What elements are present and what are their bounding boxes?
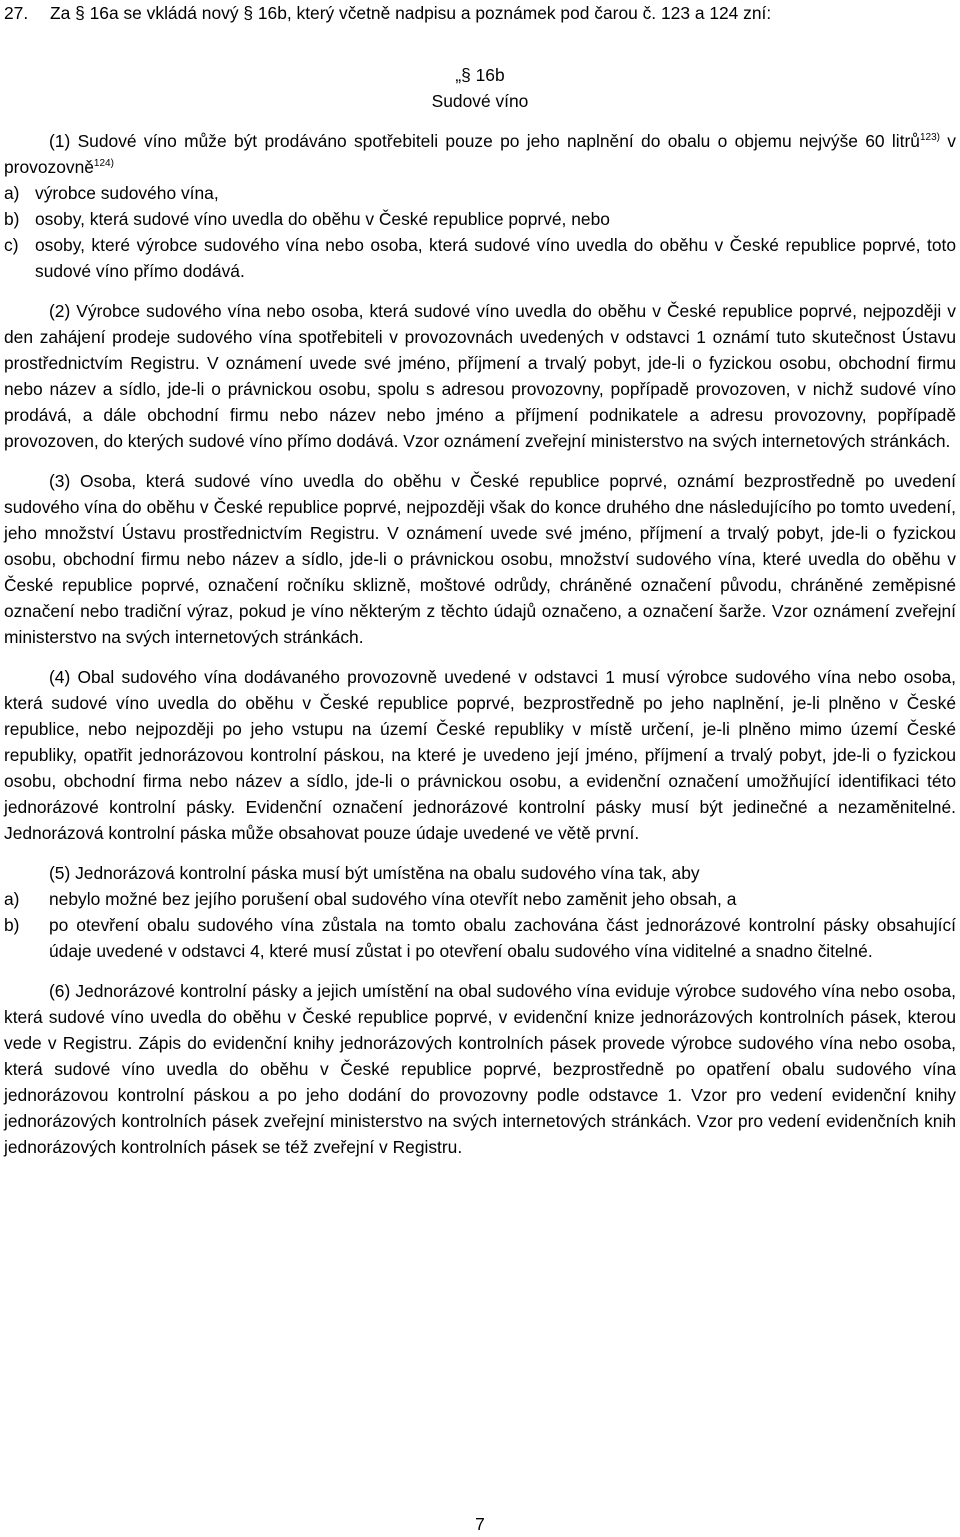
paragraph-2: (2) Výrobce sudového vína nebo osoba, která sudové víno uvedla do oběhu v České republice poprvé, nejpozději v den zahájení prodeje sudového vína spotřebiteli v provozovnách uvedených v odstavci 1 oznámí tuto skutečnost Ústavu prostřednictvím Registru. V oznámení uvede své jméno, příjmení a trvalý pobyt, jde-li o fyzickou osobu, obchodní firmu nebo název a sídlo, jde-li o právnickou osobu, spolu s adresou provozovny, popřípadě provozoven, v nichž sudové víno prodává, a dále obchodní firmu nebo název nebo jméno a příjmení podnikatele a adresu provozovny, popřípadě provozoven, do kterých sudové víno přímo dodává. Vzor oznámení zveřejní ministerstvo na svých internetových stránkách. xyxy=(4,301,956,451)
paragraph-1 xyxy=(4,128,956,180)
paragraph-1-text-a: (1) Sudové víno může být prodáváno spotřebiteli pouze po jeho naplnění do obalu o objemu nejvýše 60 litrů xyxy=(49,131,920,151)
list-item-text: osoby, která sudové víno uvedla do oběhu v České republice poprvé, nebo xyxy=(35,209,610,229)
paragraph-4: (4) Obal sudového vína dodávaného provozovně uvedené v odstavci 1 musí výrobce sudového vína nebo osoba, která sudové víno uvedla do oběhu v České republice poprvé, bezprostředně po jeho naplnění, je-li plněno v České republice, nebo nejpozději po jeho vstupu na území České republiky v místě určení, je-li plněno mimo území České republiky, opatřit jednorázovou kontrolní páskou, na které je uvedeno její jméno, příjmení a trvalý pobyt, jde-li o fyzickou osobu, obchodní firma nebo název a sídlo, jde-li o právnickou osobu, a evidenční označení umožňující identifikaci této jednorázové kontrolní pásky. Evidenční označení jednorázové kontrolní pásky musí být jedinečné a nezaměnitelné. Jednorázová kontrolní páska může obsahovat pouze údaje uvedené ve větě první. xyxy=(4,667,956,843)
paragraph-1-item-b xyxy=(4,206,956,232)
section-title: Sudové víno xyxy=(431,91,529,111)
paragraph-5-item-a xyxy=(4,886,956,912)
paragraph-1-item-c xyxy=(4,232,956,284)
footnote-ref-123: 123) xyxy=(919,132,940,143)
amendment-text: Za § 16a se vkládá nový § 16b, který včetně nadpisu a poznámek pod čarou č. 123 a 124 zní: xyxy=(50,3,772,23)
paragraph-3: (3) Osoba, která sudové víno uvedla do oběhu v České republice poprvé, oznámí bezprostředně po uvedení sudového vína do oběhu v České republice poprvé, nejpozději však do konce druhého dne následujícího po tomto uvedení, jeho množství Ústavu prostřednictvím Registru. V oznámení uvede své jméno, příjmení a trvalý pobyt, jde-li o fyzickou osobu, obchodní firmu nebo název a sídlo, jde-li o právnickou osobu, množství sudového vína, které uvedla do oběhu v České republice poprvé, označení ročníku sklizně, moštové odrůdy, chráněné označení původu, chráněné zeměpisné označení nebo tradiční výraz, pokud je víno některým z těchto údajů označeno, a označení šarže. Vzor oznámení zveřejní ministerstvo na svých internetových stránkách. xyxy=(4,471,956,647)
paragraph-5-item-b xyxy=(4,912,956,964)
list-marker: b) xyxy=(4,209,20,229)
paragraph-5-lead: (5) Jednorázová kontrolní páska musí být umístěna na obalu sudového vína tak, aby xyxy=(49,863,700,883)
list-marker: b) xyxy=(4,915,20,935)
paragraph-6: (6) Jednorázové kontrolní pásky a jejich umístění na obal sudového vína eviduje výrobce sudového vína nebo osoba, která sudové víno uvedla do oběhu v České republice poprvé, v evidenční knize jednorázových kontrolních pásek, kterou vede v Registru. Zápis do evidenční knihy jednorázových kontrolních pásek provede výrobce sudového vína nebo osoba, která sudové víno uvedla do oběhu v České republice poprvé, bezprostředně po opatření obalu sudového vína jednorázovou kontrolní páskou a po jeho dodání do provozovny podle odstavce 1. Vzor pro vedení evidenční knihy jednorázových kontrolních pásek zveřejní ministerstvo na svých internetových stránkách. Vzor pro vedení evidenčních knih jednorázových kontrolních pásek se též zveřejní v Registru. xyxy=(4,981,956,1157)
amendment-number: 27. xyxy=(4,3,29,23)
list-marker: a) xyxy=(4,183,20,203)
footnote-ref-124: 124) xyxy=(93,158,114,169)
list-marker: c) xyxy=(4,235,19,255)
amendment-intro xyxy=(4,0,956,26)
list-marker: a) xyxy=(4,889,20,909)
list-item-text: výrobce sudového vína, xyxy=(35,183,219,203)
paragraph-1-item-a xyxy=(4,180,956,206)
paragraph-1-text-b: v provozovně xyxy=(4,131,956,177)
list-item-text: po otevření obalu sudového vína zůstala na tomto obalu zachována část jednorázové kontrolní pásky obsahující údaje uvedené v odstavci 4, které musí zůstat i po otevření obalu sudového vína viditelné a snadno čitelné. xyxy=(49,915,956,961)
list-item-text: osoby, které výrobce sudového vína nebo osoba, která sudové víno uvedla do oběhu v České republice poprvé, toto sudové víno přímo dodává. xyxy=(35,235,956,281)
list-item-text: nebylo možné bez jejího porušení obal sudového vína otevřít nebo zaměnit jeho obsah, a xyxy=(49,889,737,909)
page-number: 7 xyxy=(475,1514,485,1534)
section-number: „§ 16b xyxy=(455,65,505,85)
